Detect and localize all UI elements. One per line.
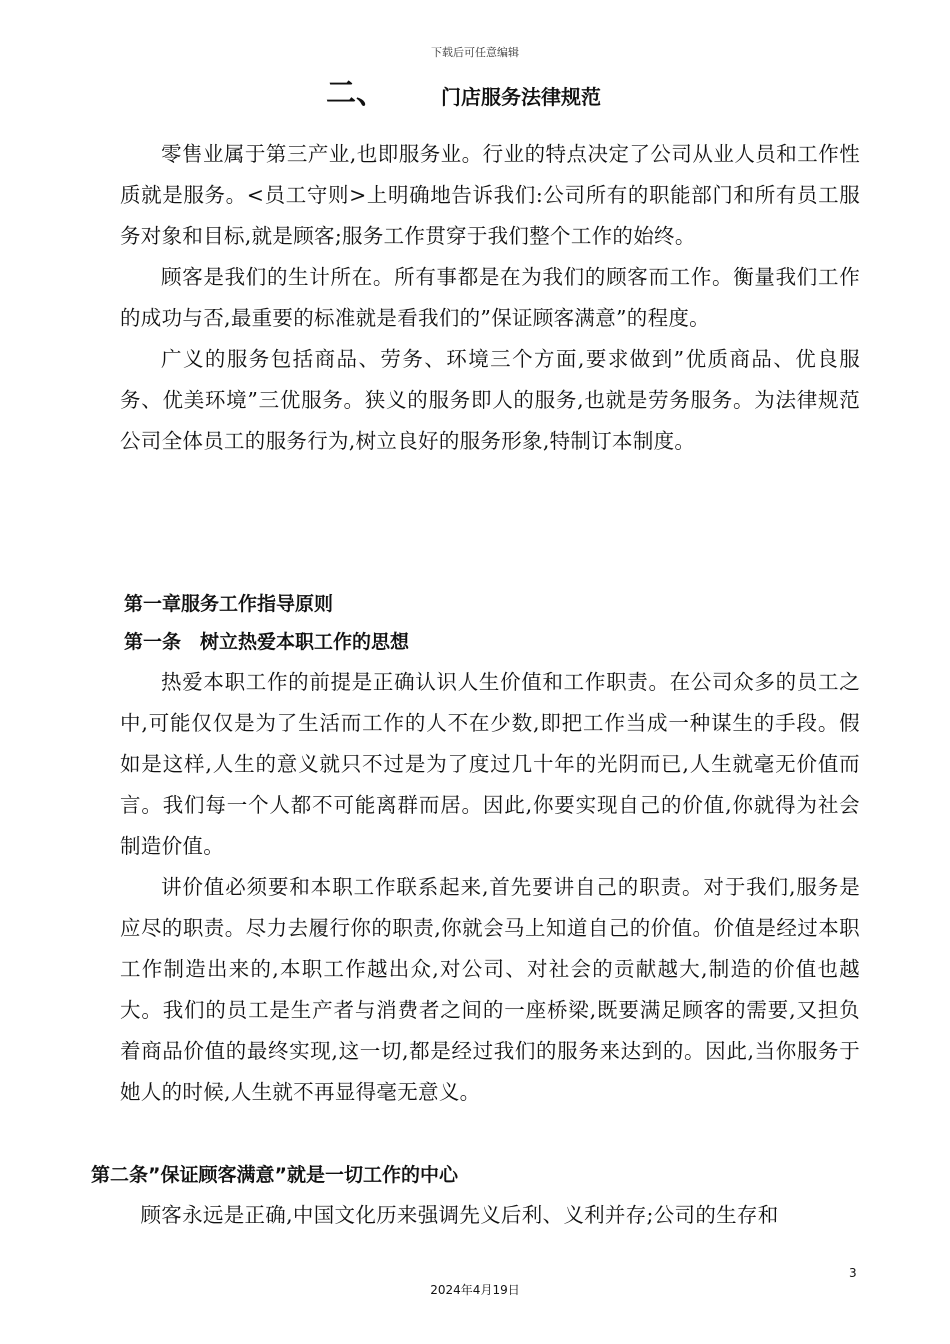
chapter-heading: 第一章服务工作指导原则 [124, 593, 334, 615]
article-2-body [120, 1195, 860, 1236]
section-title [0, 76, 950, 116]
article-2-paragraph: 顾客永远是正确,中国文化历来强调先义后利、义利并存;公司的生存和 [140, 1203, 779, 1227]
article-1-paragraph: 热爱本职工作的前提是正确认识人生价值和工作职责。在公司众多的员工之中,可能仅仅是为了生活而工作的人不在少数,即把工作当成一种谋生的手段。假如是这样,人生的意义就只不过是为了度过几十年的光阴而已,人生就毫无价值而言。我们每一个人都不可能离群而居。因此,你要实现自己的价值,你就得为社会制造价值。 [120, 670, 860, 858]
intro-section [120, 134, 860, 462]
article-1-body [120, 662, 860, 1113]
article-2-heading: 第二条”保证顾客满意”就是一切工作的中心 [91, 1164, 458, 1186]
section-title-text: 门店服务法律规范 [441, 85, 601, 109]
header-note: 下载后可任意编辑 [431, 46, 519, 59]
intro-paragraph: 零售业属于第三产业,也即服务业。行业的特点决定了公司从业人员和工作性质就是服务。<员工守则>上明确地告诉我们:公司所有的职能部门和所有员工服务对象和目标,就是顾客;服务工作贯穿于我们整个工作的始终。 [120, 142, 860, 248]
article-1-heading: 第一条 树立热爱本职工作的思想 [124, 631, 410, 653]
page-number: 3 [849, 1266, 857, 1280]
article-1-paragraph: 讲价值必须要和本职工作联系起来,首先要讲自己的职责。对于我们,服务是应尽的职责。尽力去履行你的职责,你就会马上知道自己的价值。价值是经过本职工作制造出来的,本职工作越出众,对公司、对社会的贡献越大,制造的价值也越大。我们的员工是生产者与消费者之间的一座桥梁,既要满足顾客的需要,又担负着商品价值的最终实现,这一切,都是经过我们的服务来达到的。因此,当你服务于她人的时候,人生就不再显得毫无意义。 [120, 875, 860, 1104]
intro-paragraph: 顾客是我们的生计所在。所有事都是在为我们的顾客而工作。衡量我们工作的成功与否,最重要的标准就是看我们的”保证顾客满意”的程度。 [120, 265, 860, 330]
intro-paragraph: 广义的服务包括商品、劳务、环境三个方面,要求做到”优质商品、优良服务、优美环境”三优服务。狭义的服务即人的服务,也就是劳务服务。为法律规范公司全体员工的服务行为,树立良好的服务形象,特制订本制度。 [120, 347, 860, 453]
section-number: 二、 [326, 76, 386, 111]
footer-date: 2024年4月19日 [430, 1283, 520, 1297]
